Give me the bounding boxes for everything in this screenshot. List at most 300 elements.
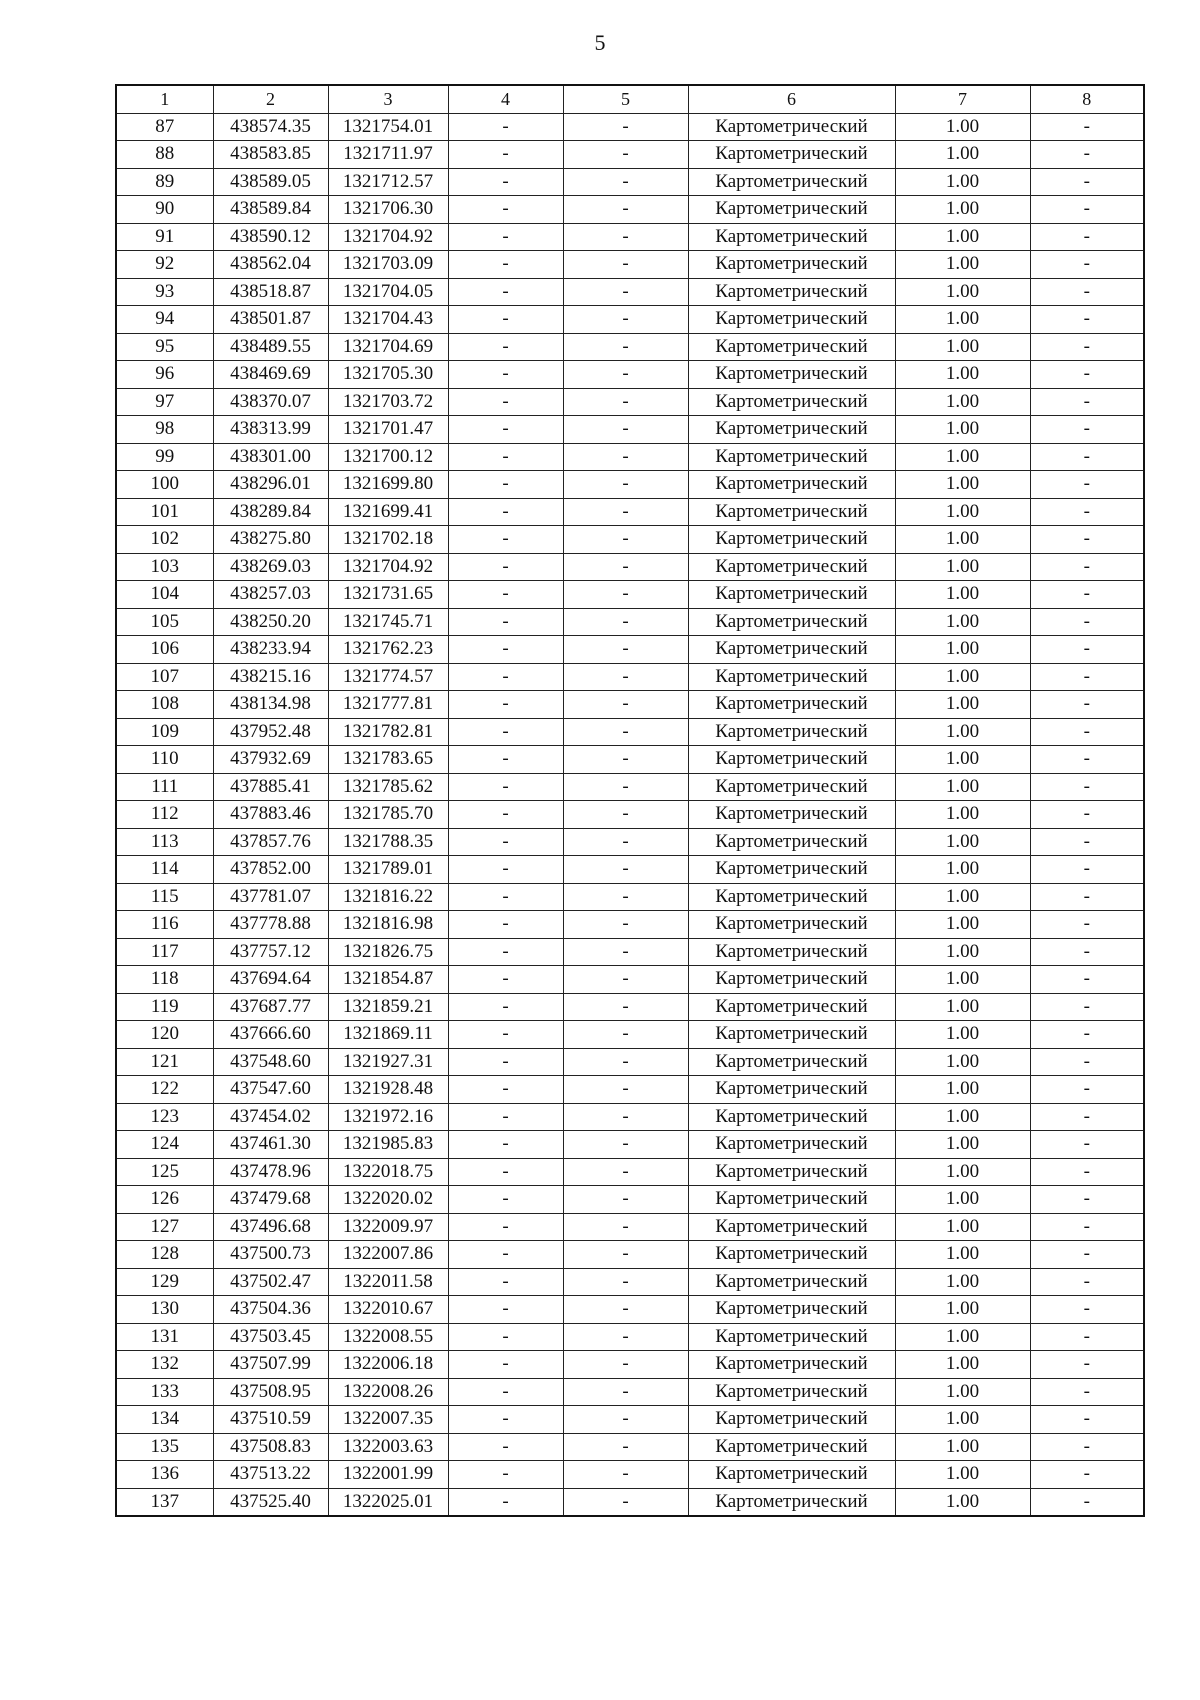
cell-point-number: 116: [116, 911, 213, 939]
cell-col-5-value: -: [563, 388, 688, 416]
cell-x-coordinate: 437507.99: [213, 1351, 328, 1379]
table-row: [116, 1461, 1144, 1489]
cell-point-number: 103: [116, 553, 213, 581]
cell-method: Картометрический: [688, 1103, 895, 1131]
cell-method: Картометрический: [688, 1461, 895, 1489]
cell-x-coordinate: 437548.60: [213, 1048, 328, 1076]
cell-accuracy: 1.00: [895, 278, 1030, 306]
cell-x-coordinate: 437508.95: [213, 1378, 328, 1406]
cell-x-coordinate: 437513.22: [213, 1461, 328, 1489]
cell-col-4-value: -: [448, 1433, 563, 1461]
cell-y-coordinate: 1322025.01: [328, 1488, 448, 1516]
cell-point-number: 102: [116, 526, 213, 554]
cell-x-coordinate: 438489.55: [213, 333, 328, 361]
table-row: [116, 663, 1144, 691]
cell-col-4-value: -: [448, 801, 563, 829]
cell-method: Картометрический: [688, 443, 895, 471]
cell-point-number: 87: [116, 113, 213, 141]
cell-col-5-value: -: [563, 966, 688, 994]
cell-point-number: 122: [116, 1076, 213, 1104]
cell-point-number: 137: [116, 1488, 213, 1516]
cell-x-coordinate: 437694.64: [213, 966, 328, 994]
cell-y-coordinate: 1322006.18: [328, 1351, 448, 1379]
table-row: [116, 1268, 1144, 1296]
cell-col-8-value: -: [1030, 581, 1144, 609]
cell-method: Картометрический: [688, 306, 895, 334]
cell-y-coordinate: 1321704.92: [328, 223, 448, 251]
cell-col-8-value: -: [1030, 471, 1144, 499]
table-row: [116, 443, 1144, 471]
cell-y-coordinate: 1321854.87: [328, 966, 448, 994]
cell-method: Картометрический: [688, 856, 895, 884]
cell-col-8-value: -: [1030, 553, 1144, 581]
cell-col-8-value: -: [1030, 361, 1144, 389]
table-row: [116, 993, 1144, 1021]
cell-method: Картометрический: [688, 1186, 895, 1214]
cell-col-8-value: -: [1030, 718, 1144, 746]
cell-x-coordinate: 438289.84: [213, 498, 328, 526]
table-row: [116, 938, 1144, 966]
cell-col-4-value: -: [448, 828, 563, 856]
cell-point-number: 107: [116, 663, 213, 691]
cell-method: Картометрический: [688, 498, 895, 526]
cell-col-5-value: -: [563, 1076, 688, 1104]
cell-method: Картометрический: [688, 388, 895, 416]
cell-col-5-value: -: [563, 223, 688, 251]
table-row: [116, 691, 1144, 719]
cell-method: Картометрический: [688, 828, 895, 856]
cell-method: Картометрический: [688, 1488, 895, 1516]
cell-accuracy: 1.00: [895, 938, 1030, 966]
cell-col-5-value: -: [563, 773, 688, 801]
cell-method: Картометрический: [688, 1213, 895, 1241]
cell-col-4-value: -: [448, 993, 563, 1021]
cell-accuracy: 1.00: [895, 416, 1030, 444]
cell-col-5-value: -: [563, 141, 688, 169]
table-row: [116, 1131, 1144, 1159]
coordinates-table: [115, 84, 1145, 1517]
cell-accuracy: 1.00: [895, 773, 1030, 801]
cell-y-coordinate: 1321783.65: [328, 746, 448, 774]
cell-col-5-value: -: [563, 1488, 688, 1516]
cell-col-5-value: -: [563, 1186, 688, 1214]
table-row: [116, 1076, 1144, 1104]
cell-point-number: 121: [116, 1048, 213, 1076]
cell-accuracy: 1.00: [895, 1323, 1030, 1351]
cell-x-coordinate: 437857.76: [213, 828, 328, 856]
table-row: [116, 416, 1144, 444]
cell-point-number: 133: [116, 1378, 213, 1406]
cell-y-coordinate: 1321788.35: [328, 828, 448, 856]
cell-col-5-value: -: [563, 1268, 688, 1296]
cell-col-4-value: -: [448, 691, 563, 719]
cell-x-coordinate: 438469.69: [213, 361, 328, 389]
cell-method: Картометрический: [688, 1131, 895, 1159]
cell-y-coordinate: 1321972.16: [328, 1103, 448, 1131]
cell-col-8-value: -: [1030, 801, 1144, 829]
cell-accuracy: 1.00: [895, 1048, 1030, 1076]
cell-col-4-value: -: [448, 1186, 563, 1214]
cell-x-coordinate: 437454.02: [213, 1103, 328, 1131]
cell-col-8-value: -: [1030, 168, 1144, 196]
cell-accuracy: 1.00: [895, 141, 1030, 169]
cell-accuracy: 1.00: [895, 581, 1030, 609]
cell-col-4-value: -: [448, 1103, 563, 1131]
cell-point-number: 89: [116, 168, 213, 196]
cell-x-coordinate: 438313.99: [213, 416, 328, 444]
cell-y-coordinate: 1321701.47: [328, 416, 448, 444]
cell-col-4-value: -: [448, 581, 563, 609]
cell-point-number: 104: [116, 581, 213, 609]
cell-point-number: 132: [116, 1351, 213, 1379]
cell-col-5-value: -: [563, 333, 688, 361]
table-row: [116, 1351, 1144, 1379]
cell-accuracy: 1.00: [895, 498, 1030, 526]
cell-col-5-value: -: [563, 196, 688, 224]
cell-point-number: 114: [116, 856, 213, 884]
table-row: [116, 251, 1144, 279]
cell-method: Картометрический: [688, 141, 895, 169]
cell-col-8-value: -: [1030, 966, 1144, 994]
cell-accuracy: 1.00: [895, 388, 1030, 416]
cell-col-5-value: -: [563, 471, 688, 499]
table-row: [116, 608, 1144, 636]
cell-col-4-value: -: [448, 251, 563, 279]
cell-accuracy: 1.00: [895, 1406, 1030, 1434]
cell-method: Картометрический: [688, 1158, 895, 1186]
cell-col-8-value: -: [1030, 251, 1144, 279]
cell-point-number: 111: [116, 773, 213, 801]
cell-point-number: 98: [116, 416, 213, 444]
cell-y-coordinate: 1321711.97: [328, 141, 448, 169]
cell-col-4-value: -: [448, 636, 563, 664]
cell-col-4-value: -: [448, 168, 563, 196]
cell-x-coordinate: 437781.07: [213, 883, 328, 911]
cell-accuracy: 1.00: [895, 1296, 1030, 1324]
cell-y-coordinate: 1321745.71: [328, 608, 448, 636]
cell-x-coordinate: 437461.30: [213, 1131, 328, 1159]
cell-point-number: 128: [116, 1241, 213, 1269]
cell-col-4-value: -: [448, 1131, 563, 1159]
cell-x-coordinate: 438590.12: [213, 223, 328, 251]
table-row: [116, 1488, 1144, 1516]
cell-point-number: 108: [116, 691, 213, 719]
cell-col-5-value: -: [563, 1103, 688, 1131]
cell-col-8-value: -: [1030, 416, 1144, 444]
cell-point-number: 119: [116, 993, 213, 1021]
cell-x-coordinate: 437525.40: [213, 1488, 328, 1516]
cell-point-number: 93: [116, 278, 213, 306]
cell-col-5-value: -: [563, 911, 688, 939]
cell-accuracy: 1.00: [895, 196, 1030, 224]
cell-point-number: 110: [116, 746, 213, 774]
cell-accuracy: 1.00: [895, 911, 1030, 939]
cell-point-number: 94: [116, 306, 213, 334]
cell-y-coordinate: 1321704.43: [328, 306, 448, 334]
cell-point-number: 125: [116, 1158, 213, 1186]
cell-col-4-value: -: [448, 223, 563, 251]
cell-col-8-value: -: [1030, 1021, 1144, 1049]
cell-x-coordinate: 437778.88: [213, 911, 328, 939]
table-row: [116, 746, 1144, 774]
cell-accuracy: 1.00: [895, 1378, 1030, 1406]
cell-col-4-value: -: [448, 911, 563, 939]
cell-col-8-value: -: [1030, 993, 1144, 1021]
cell-accuracy: 1.00: [895, 1186, 1030, 1214]
cell-col-4-value: -: [448, 746, 563, 774]
cell-col-5-value: -: [563, 691, 688, 719]
cell-method: Картометрический: [688, 801, 895, 829]
cell-y-coordinate: 1322011.58: [328, 1268, 448, 1296]
cell-y-coordinate: 1322007.86: [328, 1241, 448, 1269]
cell-y-coordinate: 1321699.41: [328, 498, 448, 526]
cell-accuracy: 1.00: [895, 828, 1030, 856]
cell-method: Картометрический: [688, 1241, 895, 1269]
cell-col-4-value: -: [448, 1406, 563, 1434]
cell-y-coordinate: 1321704.69: [328, 333, 448, 361]
cell-accuracy: 1.00: [895, 168, 1030, 196]
cell-col-5-value: -: [563, 1048, 688, 1076]
table-row: [116, 196, 1144, 224]
cell-accuracy: 1.00: [895, 1158, 1030, 1186]
cell-y-coordinate: 1321869.11: [328, 1021, 448, 1049]
cell-col-4-value: -: [448, 113, 563, 141]
cell-col-5-value: -: [563, 113, 688, 141]
cell-col-4-value: -: [448, 1241, 563, 1269]
cell-point-number: 134: [116, 1406, 213, 1434]
cell-accuracy: 1.00: [895, 1241, 1030, 1269]
cell-y-coordinate: 1321928.48: [328, 1076, 448, 1104]
table-row: [116, 113, 1144, 141]
cell-col-4-value: -: [448, 1323, 563, 1351]
cell-y-coordinate: 1321859.21: [328, 993, 448, 1021]
cell-method: Картометрический: [688, 278, 895, 306]
table-row: [116, 828, 1144, 856]
cell-y-coordinate: 1321703.09: [328, 251, 448, 279]
table-row: [116, 1296, 1144, 1324]
cell-x-coordinate: 437687.77: [213, 993, 328, 1021]
cell-col-4-value: -: [448, 966, 563, 994]
cell-x-coordinate: 437952.48: [213, 718, 328, 746]
cell-accuracy: 1.00: [895, 361, 1030, 389]
table-row: [116, 718, 1144, 746]
cell-y-coordinate: 1321754.01: [328, 113, 448, 141]
cell-col-4-value: -: [448, 471, 563, 499]
cell-col-5-value: -: [563, 608, 688, 636]
cell-accuracy: 1.00: [895, 1213, 1030, 1241]
cell-col-8-value: -: [1030, 1323, 1144, 1351]
cell-col-4-value: -: [448, 416, 563, 444]
table-row: [116, 498, 1144, 526]
cell-method: Картометрический: [688, 1021, 895, 1049]
cell-point-number: 100: [116, 471, 213, 499]
cell-col-8-value: -: [1030, 1131, 1144, 1159]
cell-x-coordinate: 437547.60: [213, 1076, 328, 1104]
table-row: [116, 911, 1144, 939]
cell-col-5-value: -: [563, 801, 688, 829]
column-header-6: 6: [688, 85, 895, 113]
cell-accuracy: 1.00: [895, 1461, 1030, 1489]
cell-col-8-value: -: [1030, 113, 1144, 141]
cell-method: Картометрический: [688, 691, 895, 719]
cell-y-coordinate: 1322008.55: [328, 1323, 448, 1351]
cell-col-4-value: -: [448, 361, 563, 389]
cell-method: Картометрический: [688, 1268, 895, 1296]
cell-col-8-value: -: [1030, 278, 1144, 306]
table-row: [116, 883, 1144, 911]
cell-method: Картометрический: [688, 471, 895, 499]
table-row: [116, 1378, 1144, 1406]
cell-point-number: 95: [116, 333, 213, 361]
table-row: [116, 553, 1144, 581]
cell-method: Картометрический: [688, 911, 895, 939]
column-header-2: 2: [213, 85, 328, 113]
table-row: [116, 1048, 1144, 1076]
cell-x-coordinate: 438589.84: [213, 196, 328, 224]
cell-point-number: 126: [116, 1186, 213, 1214]
cell-x-coordinate: 437496.68: [213, 1213, 328, 1241]
cell-method: Картометрический: [688, 993, 895, 1021]
column-header-8: 8: [1030, 85, 1144, 113]
cell-col-4-value: -: [448, 278, 563, 306]
cell-method: Картометрический: [688, 883, 895, 911]
cell-y-coordinate: 1321731.65: [328, 581, 448, 609]
cell-col-4-value: -: [448, 1021, 563, 1049]
cell-col-5-value: -: [563, 938, 688, 966]
cell-y-coordinate: 1321927.31: [328, 1048, 448, 1076]
cell-col-4-value: -: [448, 1048, 563, 1076]
cell-col-8-value: -: [1030, 1351, 1144, 1379]
cell-method: Картометрический: [688, 1076, 895, 1104]
cell-y-coordinate: 1321762.23: [328, 636, 448, 664]
cell-accuracy: 1.00: [895, 636, 1030, 664]
table-row: [116, 773, 1144, 801]
cell-col-5-value: -: [563, 663, 688, 691]
cell-method: Картометрический: [688, 718, 895, 746]
cell-method: Картометрический: [688, 223, 895, 251]
cell-x-coordinate: 437478.96: [213, 1158, 328, 1186]
cell-method: Картометрический: [688, 196, 895, 224]
cell-y-coordinate: 1321706.30: [328, 196, 448, 224]
table-row: [116, 1213, 1144, 1241]
cell-col-8-value: -: [1030, 773, 1144, 801]
cell-point-number: 135: [116, 1433, 213, 1461]
cell-y-coordinate: 1321712.57: [328, 168, 448, 196]
cell-col-5-value: -: [563, 416, 688, 444]
cell-method: Картометрический: [688, 251, 895, 279]
cell-method: Картометрический: [688, 746, 895, 774]
cell-point-number: 88: [116, 141, 213, 169]
cell-x-coordinate: 438562.04: [213, 251, 328, 279]
table-row: [116, 141, 1144, 169]
cell-col-5-value: -: [563, 1241, 688, 1269]
cell-col-5-value: -: [563, 1158, 688, 1186]
cell-col-5-value: -: [563, 553, 688, 581]
cell-accuracy: 1.00: [895, 1131, 1030, 1159]
header-row: [116, 85, 1144, 113]
cell-col-8-value: -: [1030, 938, 1144, 966]
cell-col-8-value: -: [1030, 883, 1144, 911]
cell-y-coordinate: 1322003.63: [328, 1433, 448, 1461]
cell-accuracy: 1.00: [895, 471, 1030, 499]
cell-method: Картометрический: [688, 361, 895, 389]
cell-x-coordinate: 438518.87: [213, 278, 328, 306]
cell-method: Картометрический: [688, 1351, 895, 1379]
table-row: [116, 1406, 1144, 1434]
cell-col-4-value: -: [448, 938, 563, 966]
cell-col-8-value: -: [1030, 1433, 1144, 1461]
cell-y-coordinate: 1321774.57: [328, 663, 448, 691]
cell-y-coordinate: 1321782.81: [328, 718, 448, 746]
cell-y-coordinate: 1321826.75: [328, 938, 448, 966]
cell-col-5-value: -: [563, 251, 688, 279]
cell-col-8-value: -: [1030, 1406, 1144, 1434]
cell-method: Картометрический: [688, 773, 895, 801]
cell-col-8-value: -: [1030, 608, 1144, 636]
cell-col-4-value: -: [448, 388, 563, 416]
cell-col-4-value: -: [448, 1488, 563, 1516]
cell-col-8-value: -: [1030, 306, 1144, 334]
cell-col-4-value: -: [448, 856, 563, 884]
cell-accuracy: 1.00: [895, 306, 1030, 334]
cell-y-coordinate: 1321789.01: [328, 856, 448, 884]
cell-col-8-value: -: [1030, 1378, 1144, 1406]
cell-col-4-value: -: [448, 443, 563, 471]
cell-y-coordinate: 1321704.05: [328, 278, 448, 306]
cell-accuracy: 1.00: [895, 1488, 1030, 1516]
cell-col-5-value: -: [563, 1406, 688, 1434]
cell-col-8-value: -: [1030, 636, 1144, 664]
cell-col-5-value: -: [563, 1296, 688, 1324]
cell-point-number: 101: [116, 498, 213, 526]
cell-method: Картометрический: [688, 663, 895, 691]
table-row: [116, 1021, 1144, 1049]
cell-accuracy: 1.00: [895, 223, 1030, 251]
cell-col-4-value: -: [448, 141, 563, 169]
cell-point-number: 113: [116, 828, 213, 856]
cell-col-5-value: -: [563, 1351, 688, 1379]
column-header-4: 4: [448, 85, 563, 113]
cell-method: Картометрический: [688, 1296, 895, 1324]
table-row: [116, 526, 1144, 554]
cell-x-coordinate: 438583.85: [213, 141, 328, 169]
table-body: [116, 113, 1144, 1516]
cell-accuracy: 1.00: [895, 691, 1030, 719]
cell-col-4-value: -: [448, 306, 563, 334]
cell-accuracy: 1.00: [895, 1433, 1030, 1461]
cell-col-8-value: -: [1030, 1241, 1144, 1269]
table-row: [116, 1323, 1144, 1351]
cell-y-coordinate: 1321700.12: [328, 443, 448, 471]
cell-col-8-value: -: [1030, 1076, 1144, 1104]
table-row: [116, 1158, 1144, 1186]
cell-col-4-value: -: [448, 553, 563, 581]
cell-col-8-value: -: [1030, 1103, 1144, 1131]
column-header-1: 1: [116, 85, 213, 113]
cell-col-8-value: -: [1030, 1461, 1144, 1489]
cell-accuracy: 1.00: [895, 801, 1030, 829]
cell-accuracy: 1.00: [895, 443, 1030, 471]
table-row: [116, 1241, 1144, 1269]
cell-accuracy: 1.00: [895, 1076, 1030, 1104]
cell-col-8-value: -: [1030, 1296, 1144, 1324]
cell-col-4-value: -: [448, 1296, 563, 1324]
cell-point-number: 106: [116, 636, 213, 664]
table-row: [116, 801, 1144, 829]
cell-col-5-value: -: [563, 168, 688, 196]
cell-col-8-value: -: [1030, 746, 1144, 774]
cell-method: Картометрический: [688, 333, 895, 361]
